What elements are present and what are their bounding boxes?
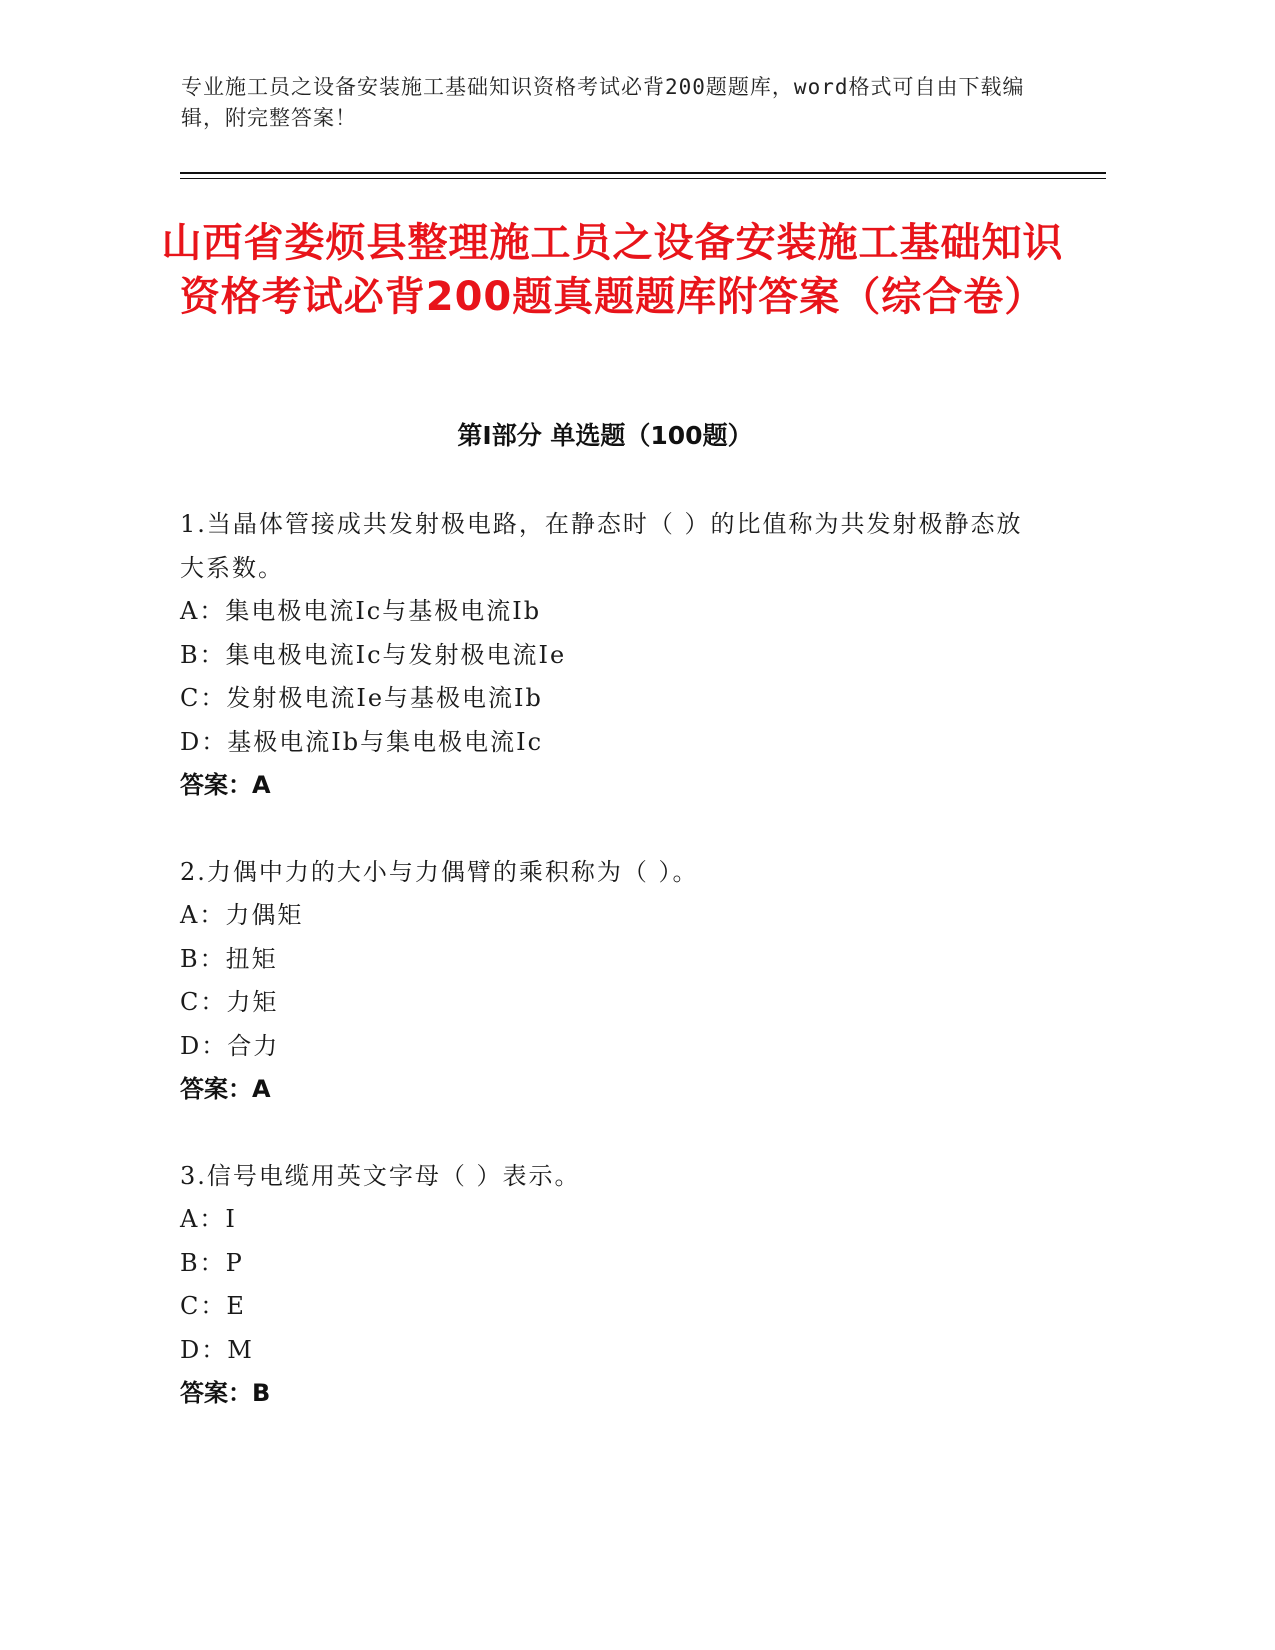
option-b: B：P — [180, 1248, 244, 1277]
header-rule-thin — [180, 178, 1106, 179]
option-a: A：集电极电流Ic与基极电流Ib — [180, 597, 542, 625]
document-title: 山西省娄烦县整理施工员之设备安装施工基础知识资格考试必背200题真题题库附答案（综合卷） — [161, 220, 1064, 320]
answer-line: 答案：A — [180, 1075, 271, 1103]
option-d: D：基极电流Ib与集电极电流Ic — [180, 727, 544, 756]
section-heading: 第I部分 单选题（100题） — [457, 421, 753, 450]
option-a: A：力偶矩 — [180, 901, 304, 929]
option-a: A：I — [180, 1205, 237, 1233]
answer-line: 答案：B — [180, 1379, 271, 1407]
option-c: C：力矩 — [180, 988, 279, 1016]
option-d: D：M — [180, 1335, 254, 1364]
answer-line: 答案：A — [180, 771, 271, 799]
option-b: B：集电极电流Ic与发射极电流Ie — [180, 640, 567, 669]
question-stem: 2.力偶中力的大小与力偶臂的乘积称为（ ）。 — [180, 857, 699, 886]
question-item — [180, 851, 1040, 1112]
option-d: D：合力 — [180, 1031, 280, 1060]
question-item — [180, 503, 1040, 808]
option-b: B：扭矩 — [180, 944, 278, 973]
header-note: 专业施工员之设备安装施工基础知识资格考试必背200题题库，word格式可自由下载编辑，附完整答案！ — [181, 75, 1025, 130]
question-item — [180, 1155, 1040, 1416]
question-stem: 1.当晶体管接成共发射极电路，在静态时（ ）的比值称为共发射极静态放大系数。 — [180, 510, 1023, 582]
question-list — [180, 503, 1040, 1459]
option-c: C：E — [180, 1292, 246, 1320]
question-stem: 3.信号电缆用英文字母（ ）表示。 — [180, 1161, 581, 1190]
option-c: C：发射极电流Ie与基极电流Ib — [180, 684, 543, 712]
header-rule-thick — [180, 172, 1106, 174]
